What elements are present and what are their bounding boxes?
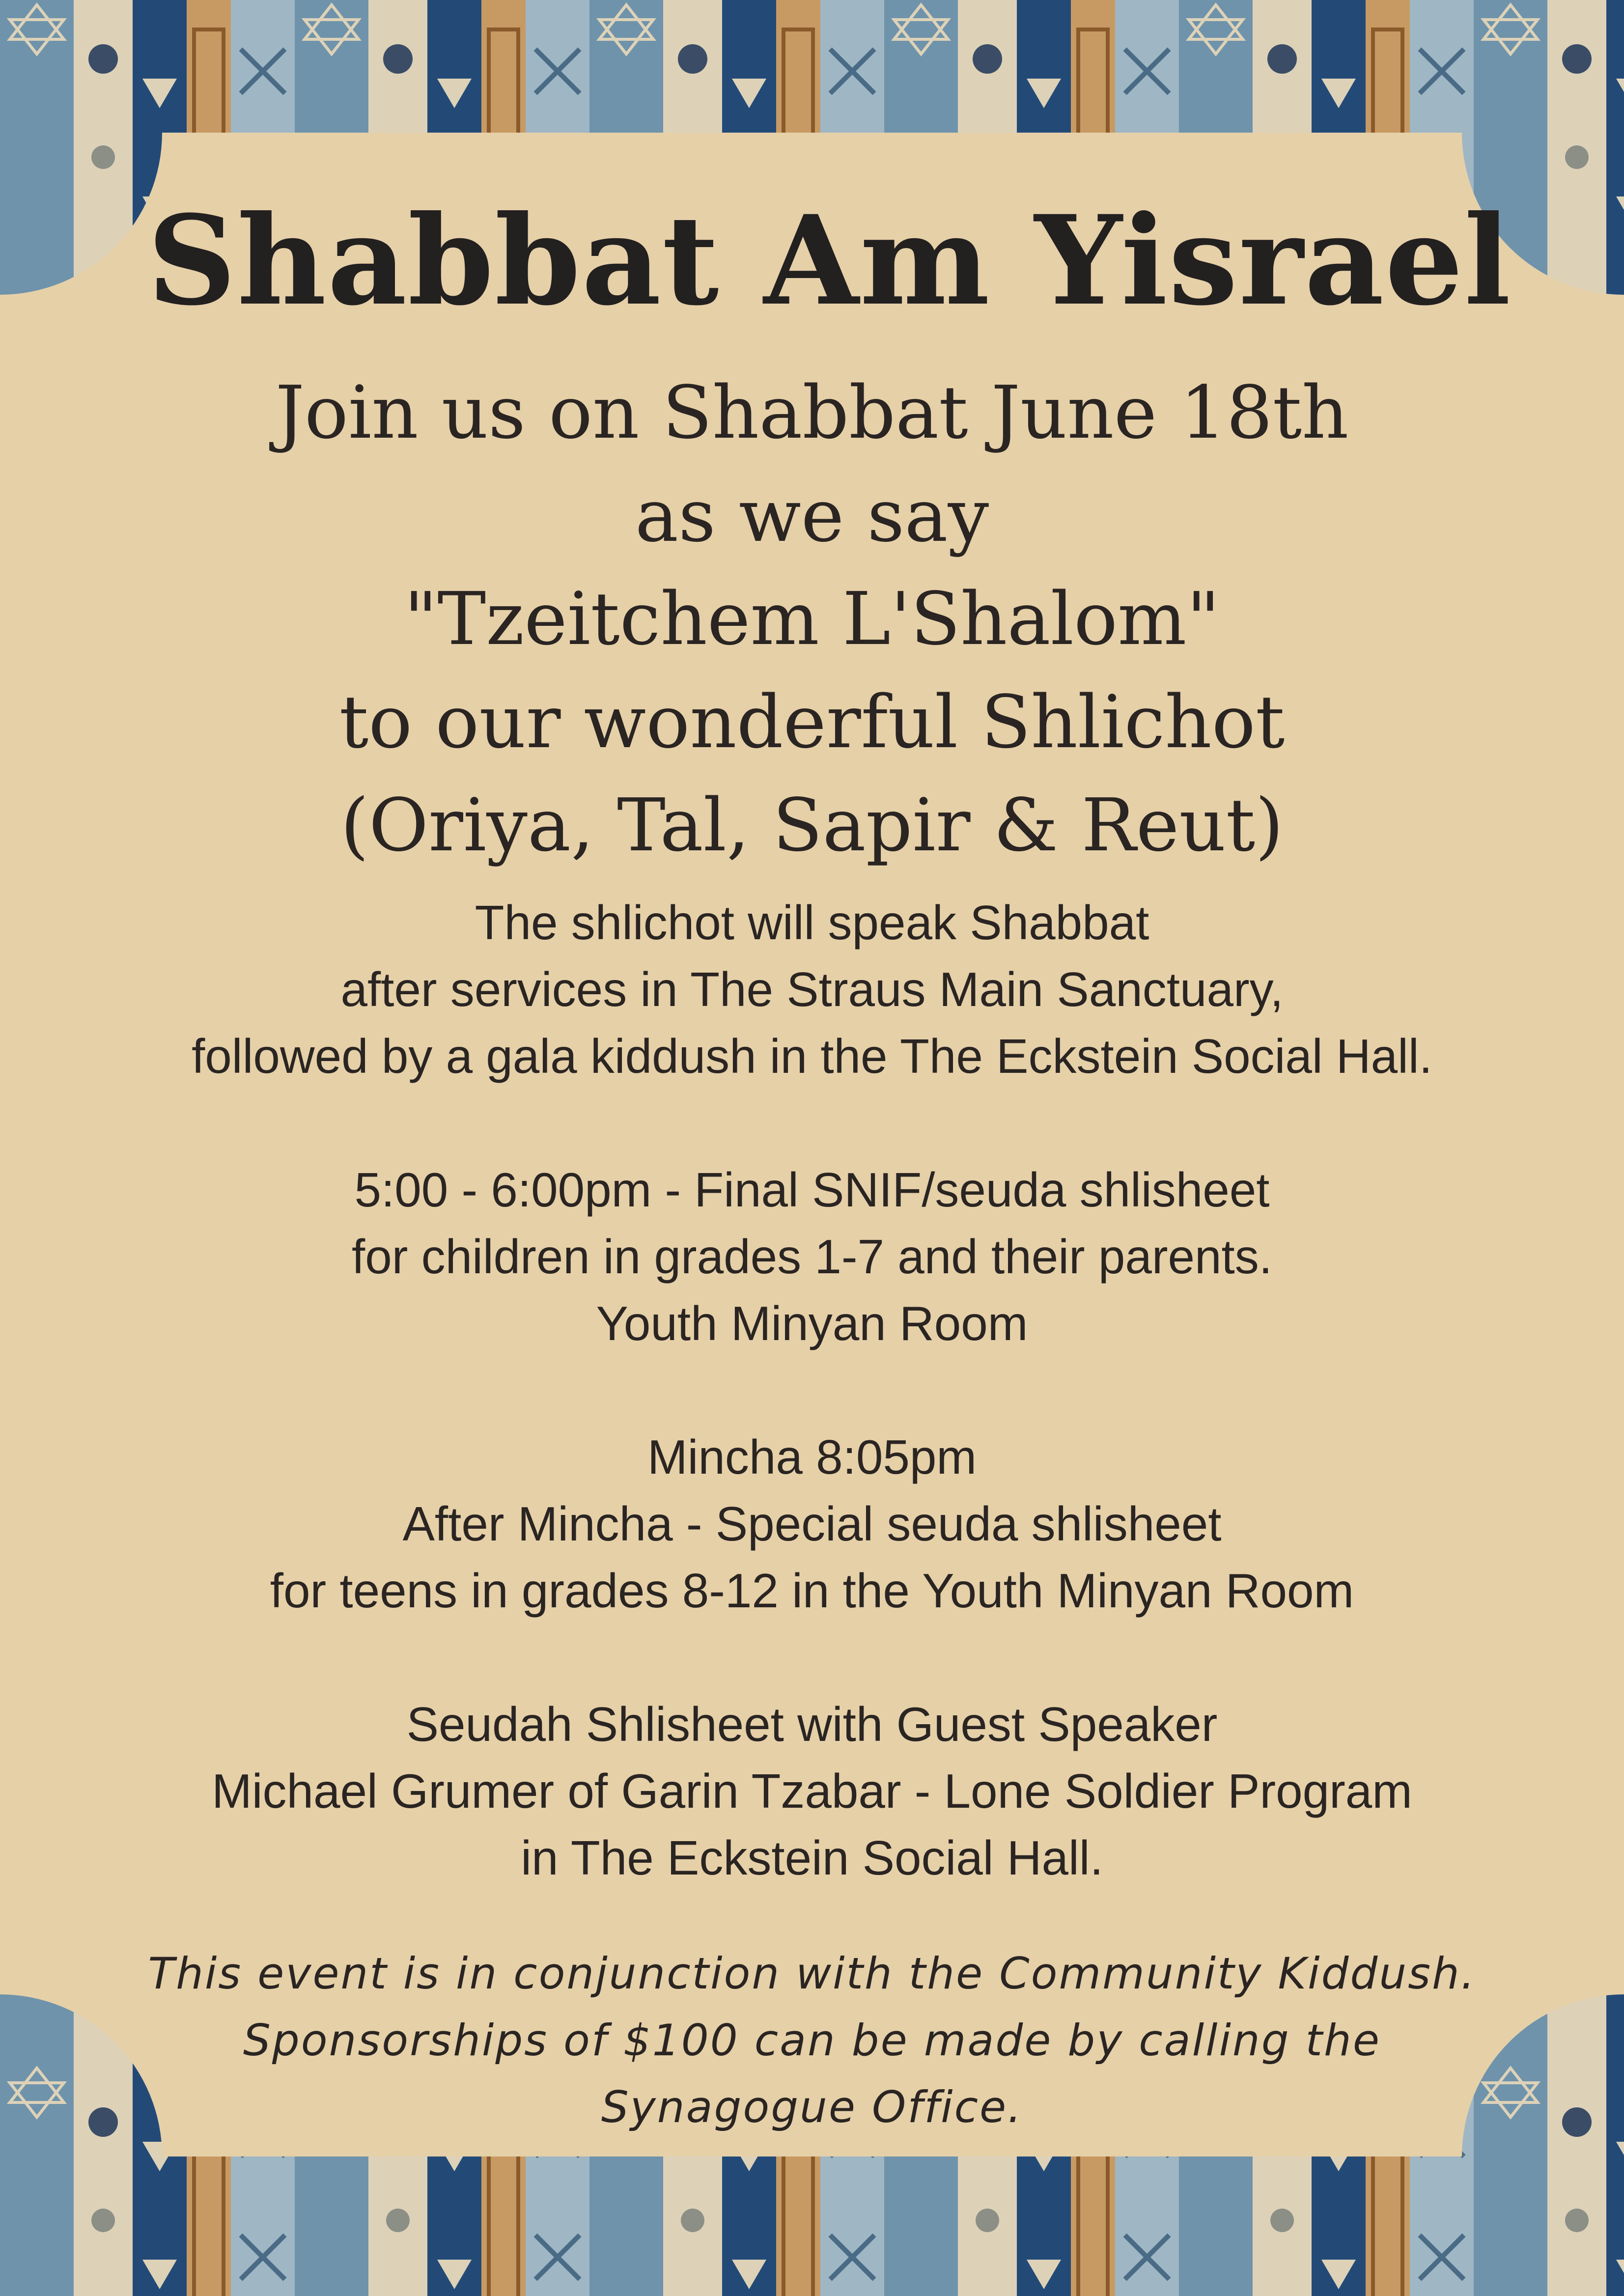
details-line: The shlichot will speak Shabbat	[475, 896, 1149, 950]
details-line: after services in The Straus Main Sanctuary,	[340, 962, 1284, 1016]
details-block-teens	[147, 1424, 1477, 1624]
event-title: Shabbat Am Yisrael	[147, 188, 1512, 333]
subtitle-line: Join us on Shabbat June 18th	[275, 370, 1349, 455]
details-block-services	[147, 889, 1477, 1090]
details-line: After Mincha - Special seuda shlisheet	[402, 1497, 1222, 1551]
subtitle-line: to our wonderful Shlichot	[339, 680, 1285, 764]
details-line: for children in grades 1-7 and their parents.	[352, 1230, 1272, 1284]
details-line: for teens in grades 8-12 in the Youth Minyan Room	[270, 1564, 1354, 1618]
details-block-children	[147, 1156, 1477, 1357]
details-line: Mincha 8:05pm	[647, 1430, 977, 1484]
details-block-speaker	[147, 1691, 1477, 1891]
details-line: 5:00 - 6:00pm - Final SNIF/seuda shlisheet	[354, 1163, 1270, 1217]
sponsorship-note	[147, 1940, 1477, 2141]
details-line: followed by a gala kiddush in the The Eckstein Social Hall.	[192, 1029, 1432, 1083]
footer-line: Sponsorships of $100 can be made by calling the	[243, 2015, 1381, 2066]
event-subtitle	[147, 361, 1477, 877]
details-line: Seudah Shlisheet with Guest Speaker	[406, 1697, 1218, 1751]
details-line: Michael Grumer of Garin Tzabar - Lone Soldier Program	[212, 1764, 1412, 1818]
details-line: Youth Minyan Room	[596, 1296, 1028, 1350]
details-line: in The Eckstein Social Hall.	[521, 1831, 1103, 1885]
footer-line: This event is in conjunction with the Community Kiddush.	[148, 1948, 1476, 1999]
subtitle-line: as we say	[635, 474, 989, 558]
footer-line: Synagogue Office.	[601, 2082, 1023, 2132]
subtitle-line: (Oriya, Tal, Sapir & Reut)	[340, 783, 1284, 868]
event-details	[147, 889, 1477, 1958]
subtitle-line: "Tzeitchem L'Shalom"	[404, 577, 1220, 661]
